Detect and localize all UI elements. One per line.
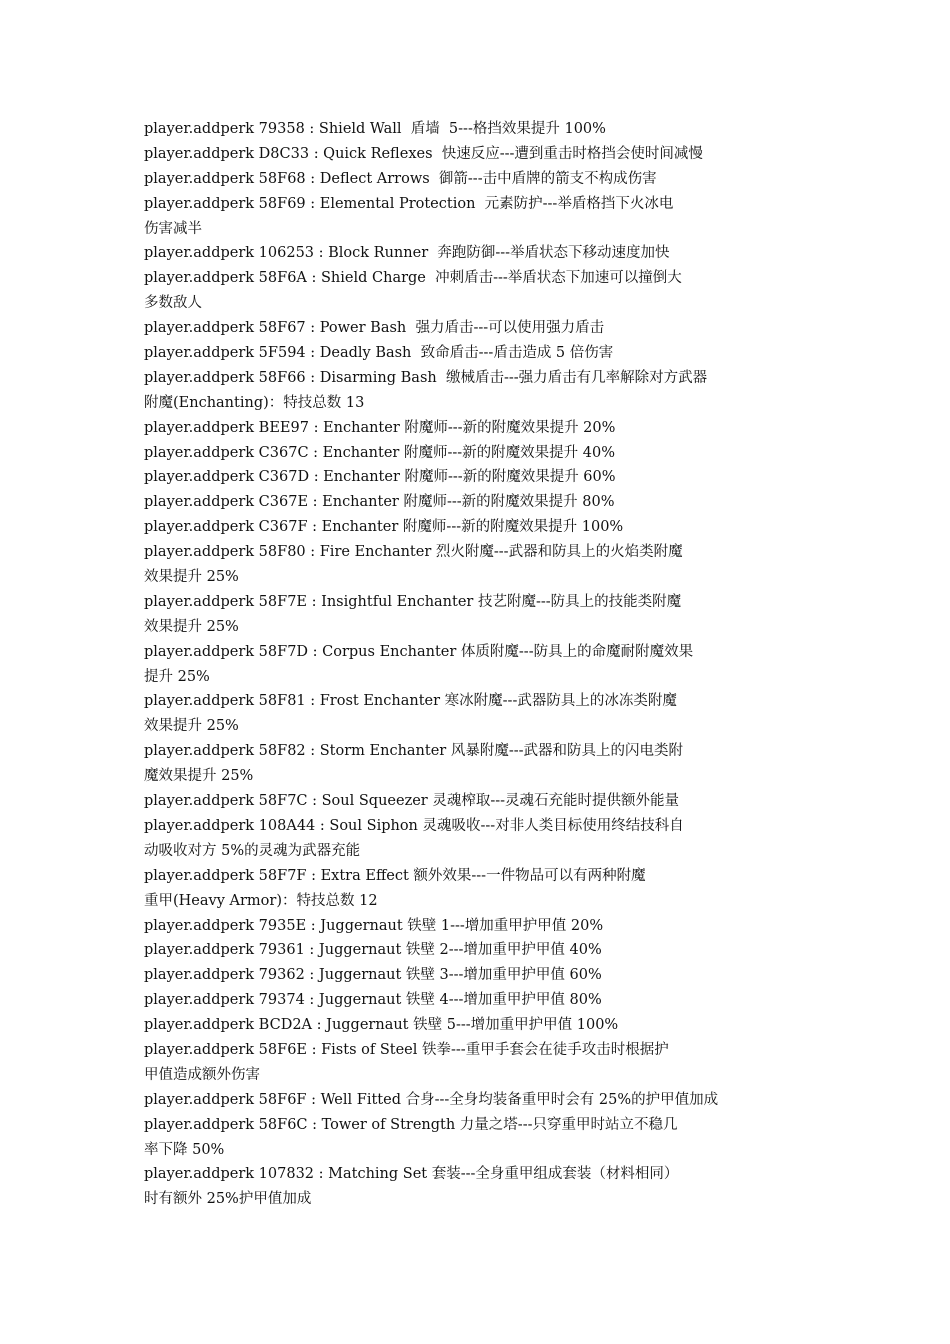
text-line: player.addperk 108A44 : Soul Siphon 灵魂吸收---对非人类目标使用终结技科自: [144, 817, 684, 834]
text-line: player.addperk 58F69 : Elemental Protection 元素防护---举盾格挡下火冰电: [144, 195, 674, 212]
text-line: player.addperk 7935E : Juggernaut 铁壁 1---增加重甲护甲值 20%: [144, 917, 604, 934]
text-line: player.addperk 79361 : Juggernaut 铁壁 2---增加重甲护甲值 40%: [144, 942, 602, 959]
text-line: 甲值造成额外伤害: [144, 1066, 260, 1083]
text-line: player.addperk 58F82 : Storm Enchanter 风暴附魔---武器和防具上的闪电类附: [144, 743, 684, 760]
text-line: player.addperk 58F7C : Soul Squeezer 灵魂榨取---灵魂石充能时提供额外能量: [144, 793, 680, 810]
text-line: player.addperk 58F7D : Corpus Enchanter 体质附魔---防具上的命魔耐附魔效果: [144, 643, 694, 660]
text-line: player.addperk BEE97 : Enchanter 附魔师---新的附魔效果提升 20%: [144, 419, 616, 436]
text-line: player.addperk 79358 : Shield Wall 盾墙 5---格挡效果提升 100%: [144, 121, 606, 137]
text-line: player.addperk C367E : Enchanter 附魔师---新的附魔效果提升 80%: [144, 494, 615, 511]
text-line: 效果提升 25%: [144, 718, 239, 735]
text-line: 效果提升 25%: [144, 618, 239, 635]
text-line: 效果提升 25%: [144, 569, 239, 586]
text-line: player.addperk C367F : Enchanter 附魔师---新的附魔效果提升 100%: [144, 519, 624, 536]
text-line: player.addperk 58F68 : Deflect Arrows 御箭---击中盾牌的箭支不构成伤害: [144, 170, 657, 187]
text-line: player.addperk 58F7E : Insightful Enchanter 技艺附魔---防具上的技能类附魔: [144, 593, 682, 610]
text-line: player.addperk 58F80 : Fire Enchanter 烈火附魔---武器和防具上的火焰类附魔: [144, 544, 683, 561]
text-line: player.addperk 58F6E : Fists of Steel 铁拳---重甲手套会在徒手攻击时根据护: [144, 1041, 669, 1058]
text-line: player.addperk 58F7F : Extra Effect 额外效果---一件物品可以有两种附魔: [144, 867, 646, 884]
text-line: player.addperk 79362 : Juggernaut 铁壁 3---增加重甲护甲值 60%: [144, 967, 602, 984]
section-heading: 附魔(Enchanting)：特技总数 13: [144, 394, 365, 411]
document-body: [144, 117, 924, 1212]
text-line: 提升 25%: [144, 668, 210, 685]
text-line: 率下降 50%: [144, 1141, 225, 1158]
text-line: player.addperk 58F66 : Disarming Bash 缴械盾击---强力盾击有几率解除对方武器: [144, 369, 708, 386]
text-line: 多数敌人: [144, 295, 202, 312]
text-line: 魔效果提升 25%: [144, 768, 254, 785]
text-line: player.addperk 58F6F : Well Fitted 合身---全身均装备重甲时会有 25%的护甲值加成: [144, 1091, 719, 1108]
text-line: player.addperk BCD2A : Juggernaut 铁壁 5---增加重甲护甲值 100%: [144, 1017, 619, 1034]
text-line: player.addperk 58F6C : Tower of Strength 力量之塔---只穿重甲时站立不稳几: [144, 1116, 678, 1133]
text-line: 动吸收对方 5%的灵魂为武器充能: [144, 842, 361, 859]
text-line: player.addperk 58F67 : Power Bash 强力盾击---可以使用强力盾击: [144, 320, 605, 337]
text-line: player.addperk 106253 : Block Runner 奔跑防御---举盾状态下移动速度加快: [144, 245, 670, 262]
text-line: player.addperk C367C : Enchanter 附魔师---新的附魔效果提升 40%: [144, 444, 616, 461]
text-line: player.addperk 58F81 : Frost Enchanter 寒冰附魔---武器防具上的冰冻类附魔: [144, 693, 677, 710]
text-line: player.addperk 58F6A : Shield Charge 冲刺盾击---举盾状态下加速可以撞倒大: [144, 270, 682, 287]
text-line: player.addperk D8C33 : Quick Reflexes 快速反应---遭到重击时格挡会使时间减慢: [144, 145, 703, 162]
text-line: player.addperk 107832 : Matching Set 套装---全身重甲组成套装（材料相同）: [144, 1166, 679, 1183]
text-line: player.addperk 79374 : Juggernaut 铁壁 4---增加重甲护甲值 80%: [144, 992, 602, 1009]
text-line: player.addperk C367D : Enchanter 附魔师---新的附魔效果提升 60%: [144, 469, 616, 486]
section-heading: 重甲(Heavy Armor)：特技总数 12: [144, 892, 378, 909]
text-line: player.addperk 5F594 : Deadly Bash 致命盾击---盾击造成 5 倍伤害: [144, 345, 614, 362]
text-line: 时有额外 25%护甲值加成: [144, 1191, 312, 1208]
text-line: 伤害减半: [144, 220, 202, 237]
